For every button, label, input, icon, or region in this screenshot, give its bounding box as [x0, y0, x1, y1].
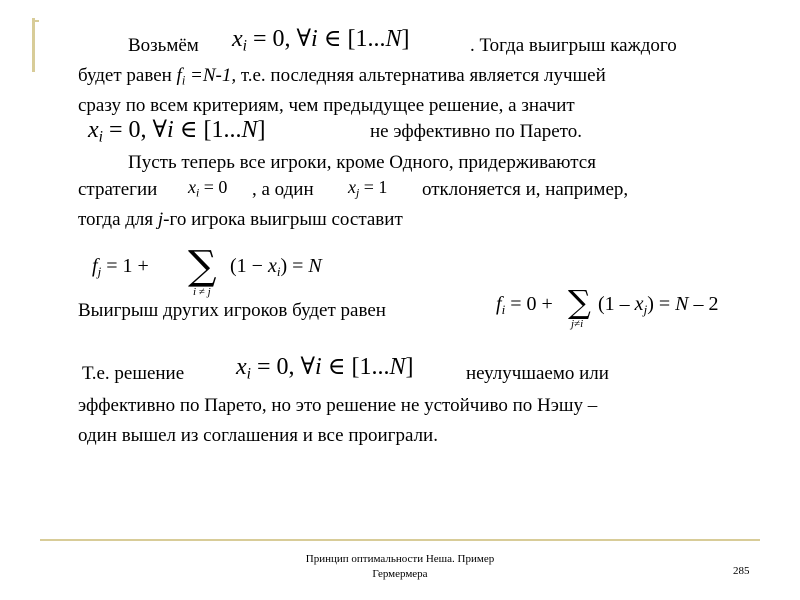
- footer-caption: [280, 552, 520, 582]
- p1-line4: не эффективно по Парето.: [370, 121, 582, 142]
- formula-fi-lhs: $f_i = 0$ +: [496, 293, 553, 317]
- p1-line3: сразу по всем критериям, чем предыдущее решение, а значит: [78, 95, 575, 116]
- p4-line2: эффективно по Парето, но это решение не устойчиво по Нэшу –: [78, 395, 598, 416]
- sum-subscript-2: j≠i: [571, 318, 584, 330]
- decorative-top-tick: [35, 20, 39, 22]
- p2-line2-b: , а один: [252, 179, 314, 200]
- sum-symbol-1: ∑: [188, 243, 217, 289]
- formula-fi-rhs: $(1 - x_j) = N - 2$: [598, 293, 719, 317]
- formula-xj-eq1: $x_j = 1$: [348, 177, 388, 200]
- footer-line2: Гермермера: [372, 567, 428, 580]
- formula-fj-rhs: $(1 - x_i) = N$: [230, 255, 322, 279]
- page-number: 285: [733, 565, 750, 577]
- p1-intro: [128, 36, 199, 55]
- p2-line3: тогда для j-го игрока выигрыш составит: [78, 209, 403, 230]
- formula-xi-eq0-forall-1: $x_i = 0$, ∀i ∈ [1...N]: [232, 26, 410, 55]
- formula-xi-eq0-forall-3: $x_i = 0$, ∀i ∈ [1...N]: [236, 354, 414, 383]
- p4-line1-b: неулучшаемо или: [466, 363, 609, 384]
- formula-fj-lhs: $f_j = 1$ +: [92, 255, 149, 279]
- p2-line2-c: отклоняется и, например,: [422, 179, 629, 200]
- p2-line1: Пусть теперь все игроки, кроме Одного, придерживаются: [128, 152, 596, 173]
- decorative-vertical-bar: [32, 18, 35, 72]
- p1-after-formula: . Тогда выигрыш каждого: [470, 35, 677, 56]
- footer-line1: Принцип оптимальности Неша. Пример: [305, 553, 495, 565]
- p1-line2: будет равен $f_i =N-1$, т.е. последняя альтернатива является лучшей: [78, 65, 606, 88]
- sum-symbol-2: ∑: [568, 283, 591, 321]
- p2-line2-a: стратегии: [78, 179, 158, 200]
- formula-xi-eq0: $x_i = 0$: [188, 177, 228, 200]
- intro-text: Возьмём: [128, 35, 199, 56]
- sum-subscript-1: i ≠ j: [193, 286, 211, 298]
- p3-line1: Выигрыш других игроков будет равен: [78, 300, 386, 321]
- p4-line1-a: Т.е. решение: [82, 363, 185, 384]
- formula-xi-eq0-forall-2: $x_i = 0$, ∀i ∈ [1...N]: [88, 117, 266, 146]
- p4-line3: один вышел из соглашения и все проиграли.: [78, 425, 438, 446]
- footer-divider: [40, 539, 760, 541]
